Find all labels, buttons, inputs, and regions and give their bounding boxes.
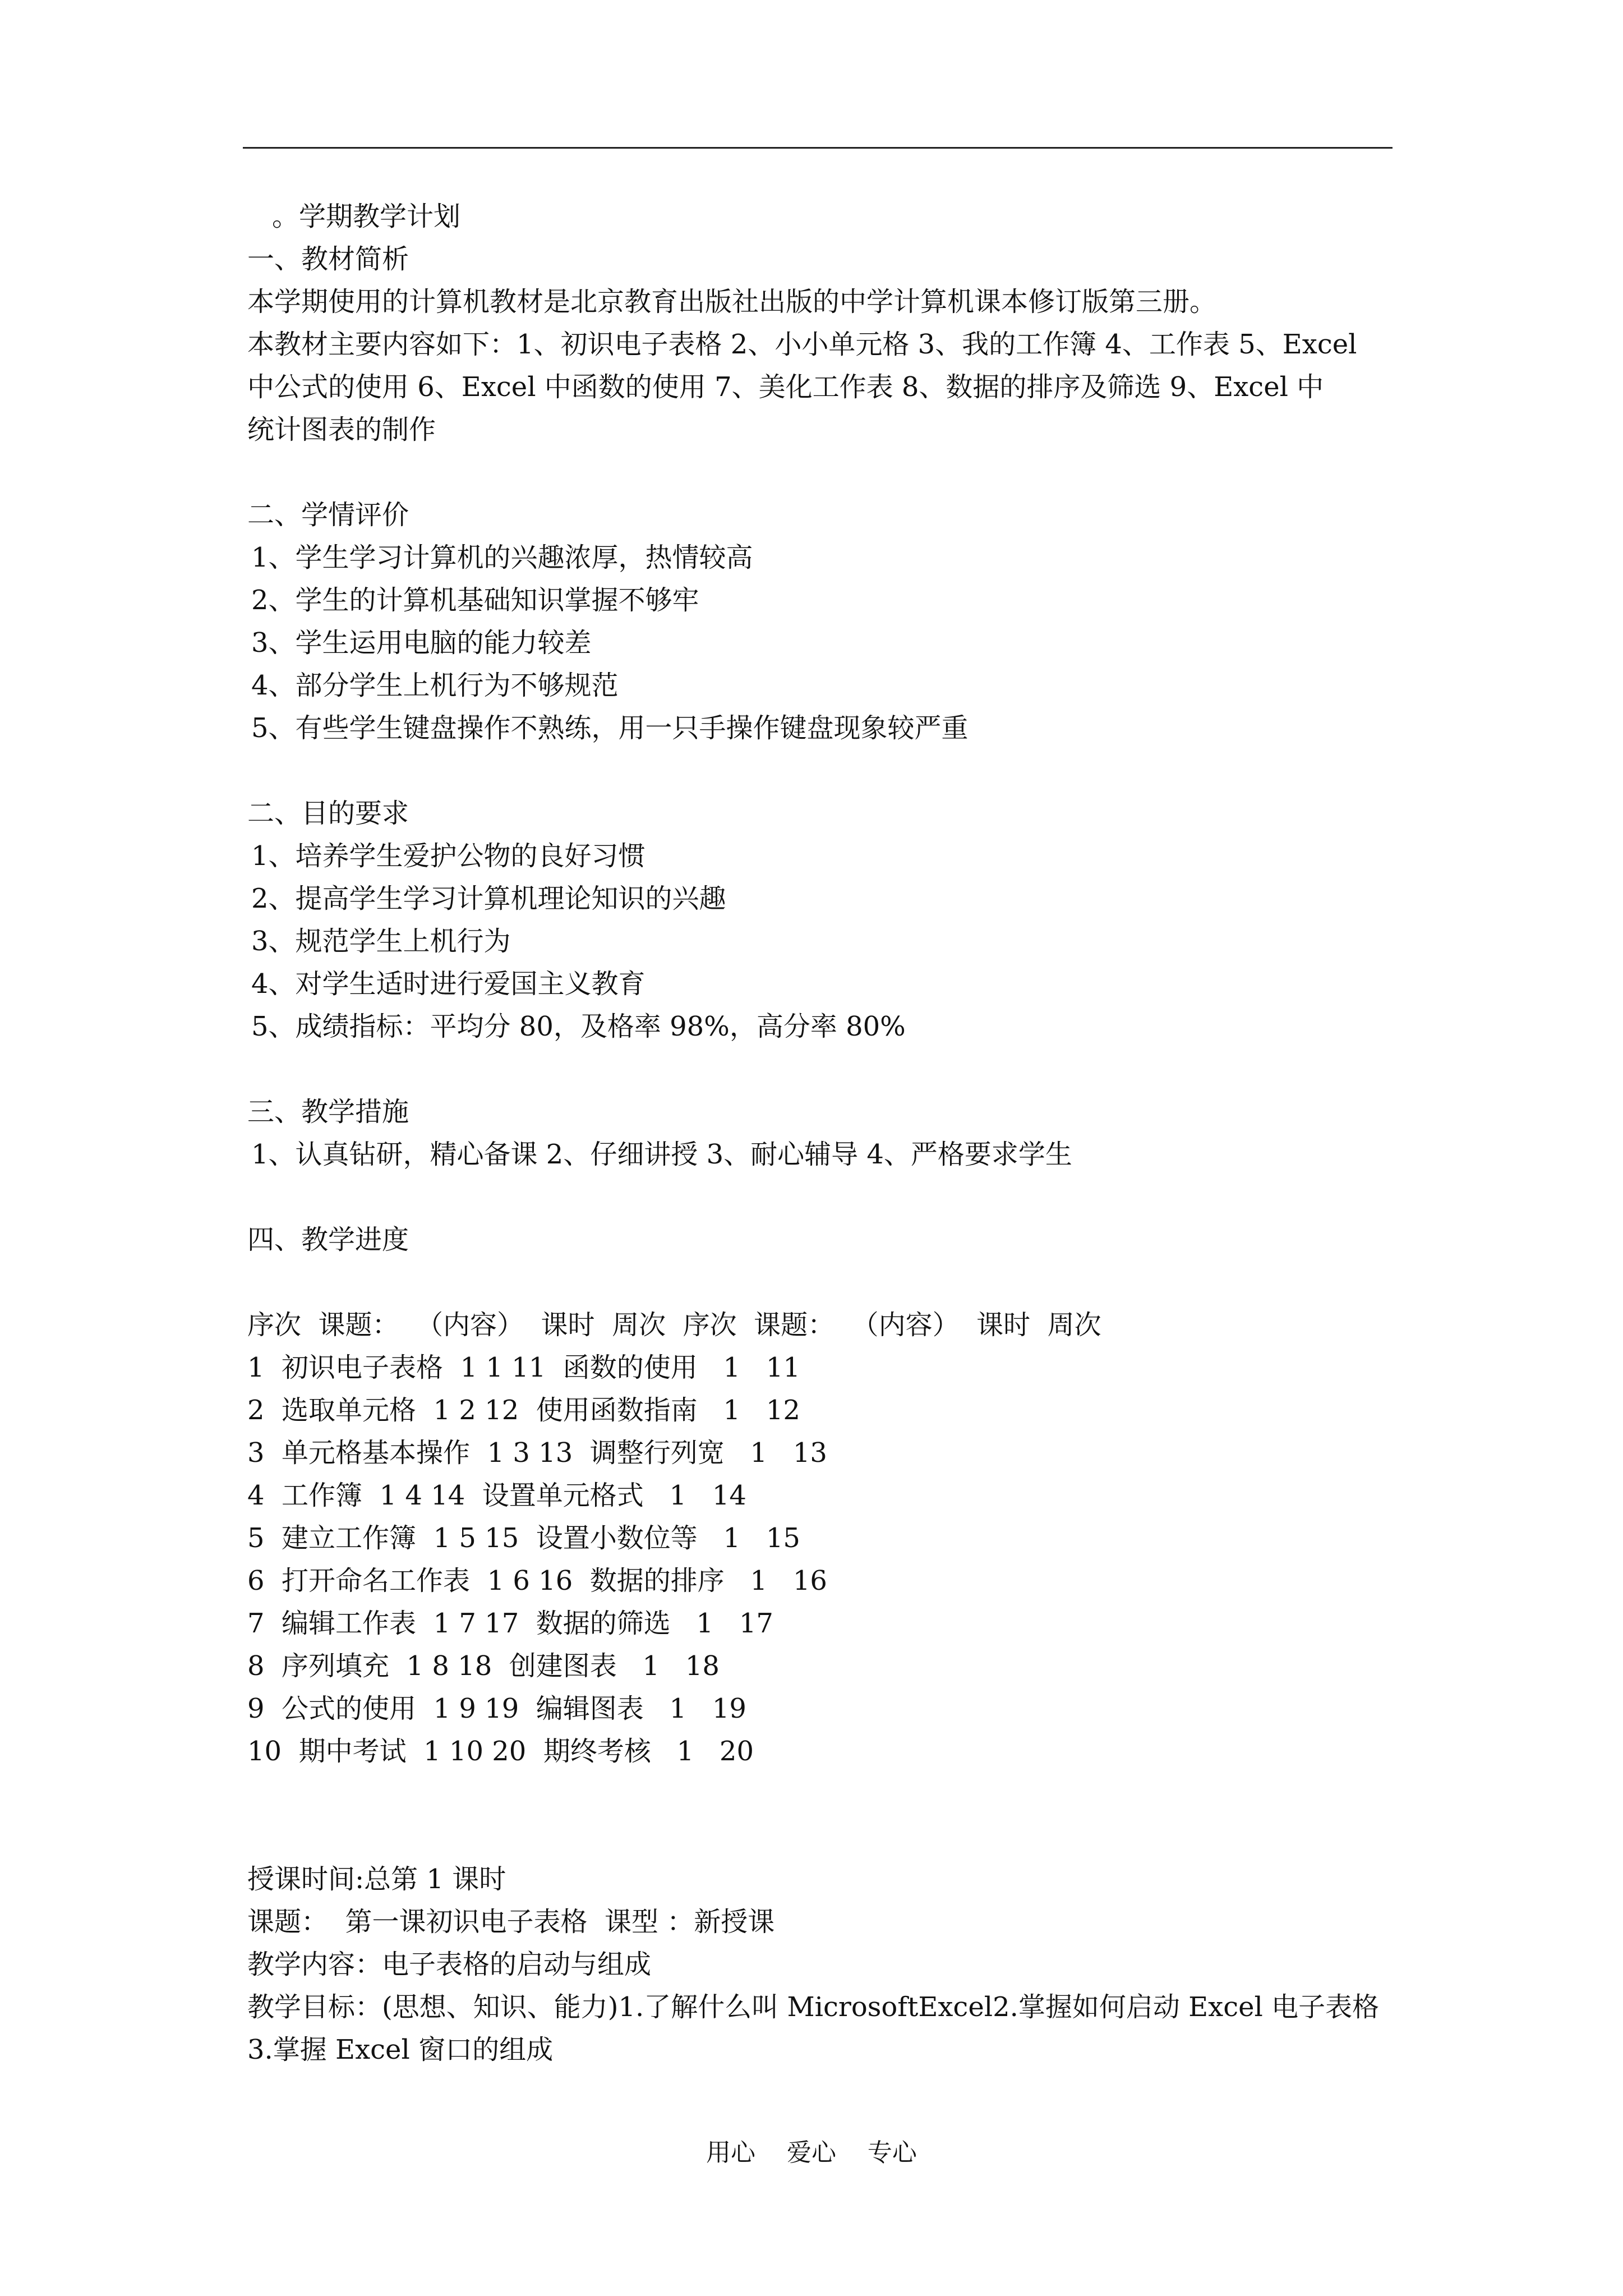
list-item: 2、提高学生学习计算机理论知识的兴趣 <box>251 883 726 914</box>
table-row: 10 期中考试 1 10 20 期终考核 1 20 <box>247 1736 754 1767</box>
document-title: 。学期教学计划 <box>272 201 461 232</box>
lesson-time: 授课时间:总第 1 课时 <box>247 1864 506 1895</box>
section-heading-schedule: 四、教学进度 <box>247 1224 409 1255</box>
paragraph-textbook-content-line-3: 统计图表的制作 <box>247 414 436 445</box>
table-row: 1 初识电子表格 1 1 11 函数的使用 1 11 <box>247 1352 800 1383</box>
paragraph-measures: 1、认真钻研，精心备课 2、仔细讲授 3、耐心辅导 4、严格要求学生 <box>251 1139 1072 1170</box>
header-rule <box>243 147 1393 149</box>
paragraph-textbook-content-line-2: 中公式的使用 6、Excel 中函数的使用 7、美化工作表 8、数据的排序及筛选 9、Excel 中 <box>247 371 1324 403</box>
table-row: 5 建立工作簿 1 5 15 设置小数位等 1 15 <box>247 1522 800 1554</box>
lesson-content: 教学内容：电子表格的启动与组成 <box>247 1949 652 1980</box>
table-row: 6 打开命名工作表 1 6 16 数据的排序 1 16 <box>247 1565 827 1596</box>
paragraph-textbook-intro: 本学期使用的计算机教材是北京教育出版社出版的中学计算机课本修订版第三册。 <box>247 286 1217 318</box>
list-item: 3、学生运用电脑的能力较差 <box>251 627 592 659</box>
list-item: 1、培养学生爱护公物的良好习惯 <box>251 840 645 872</box>
schedule-table-header: 序次 课题： （内容） 课时 周次 序次 课题： （内容） 课时 周次 <box>247 1309 1101 1341</box>
section-heading-textbook: 一、教材简析 <box>247 243 409 275</box>
paragraph-textbook-content-line-1: 本教材主要内容如下：1、初识电子表格 2、小小单元格 3、我的工作簿 4、工作表 5、Excel <box>247 329 1357 360</box>
lesson-goals-line-1: 教学目标：(思想、知识、能力)1.了解什么叫 MicrosoftExcel2.掌握如何启动 Excel 电子表格 <box>247 1991 1380 2023</box>
list-item: 3、规范学生上机行为 <box>251 926 511 957</box>
table-row: 3 单元格基本操作 1 3 13 调整行列宽 1 13 <box>247 1437 827 1469</box>
section-heading-student-evaluation: 二、学情评价 <box>247 499 409 531</box>
list-item: 1、学生学习计算机的兴趣浓厚，热情较高 <box>251 542 753 573</box>
list-item: 4、部分学生上机行为不够规范 <box>251 670 619 701</box>
table-row: 7 编辑工作表 1 7 17 数据的筛选 1 17 <box>247 1608 773 1639</box>
lesson-goals-line-2: 3.掌握 Excel 窗口的组成 <box>247 2034 554 2065</box>
list-item: 5、有些学生键盘操作不熟练，用一只手操作键盘现象较严重 <box>251 712 969 744</box>
table-row: 9 公式的使用 1 9 19 编辑图表 1 19 <box>247 1693 746 1724</box>
table-row: 8 序列填充 1 8 18 创建图表 1 18 <box>247 1650 720 1682</box>
section-heading-objectives: 二、目的要求 <box>247 798 409 829</box>
table-row: 2 选取单元格 1 2 12 使用函数指南 1 12 <box>247 1395 800 1426</box>
list-item: 5、成绩指标：平均分 80，及格率 98%，高分率 80% <box>251 1011 906 1042</box>
list-item: 2、学生的计算机基础知识掌握不够牢 <box>251 585 699 616</box>
table-row: 4 工作簿 1 4 14 设置单元格式 1 14 <box>247 1480 746 1511</box>
page-footer: 用心 爱心 专心 <box>706 2138 917 2167</box>
section-heading-measures: 三、教学措施 <box>247 1096 409 1128</box>
lesson-topic: 课题： 第一课初识电子表格 课型 ：新授课 <box>247 1906 775 1938</box>
list-item: 4、对学生适时进行爱国主义教育 <box>251 968 645 1000</box>
